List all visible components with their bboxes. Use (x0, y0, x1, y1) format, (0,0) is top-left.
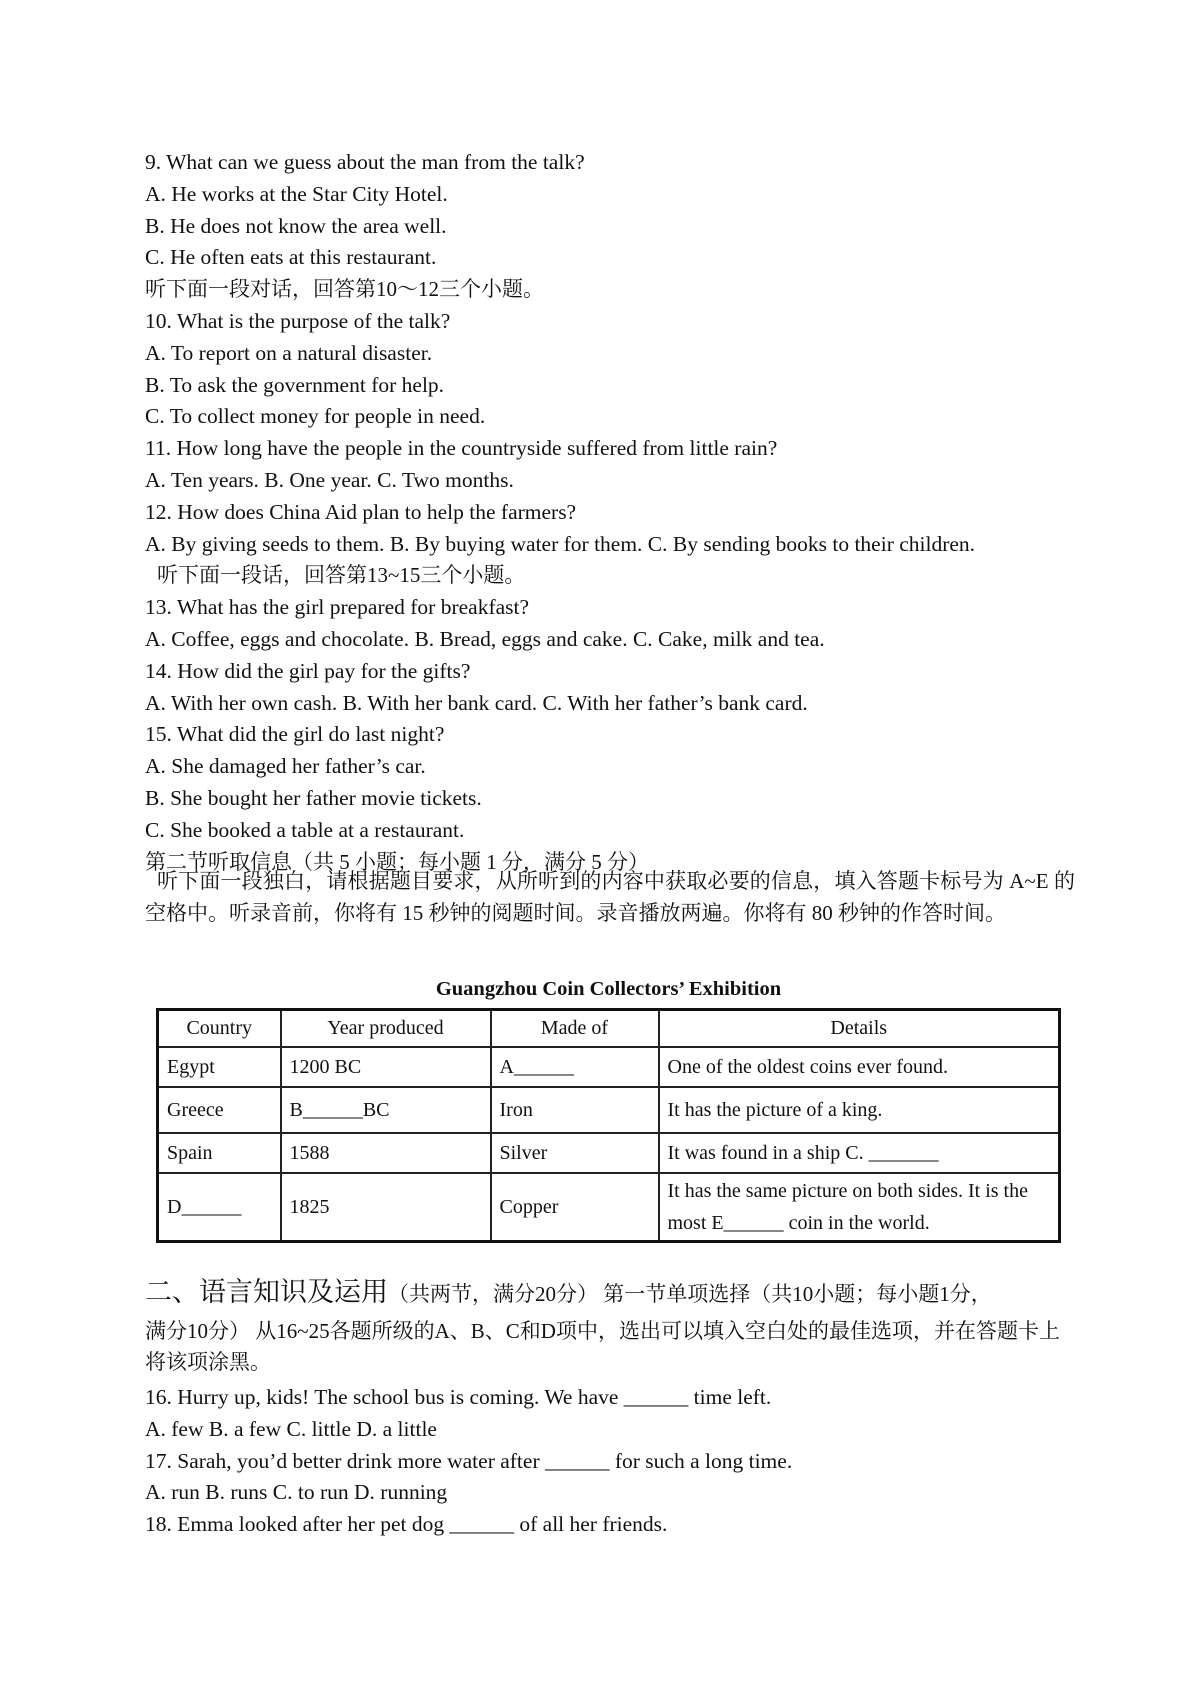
instruction-paragraph: 听下面一段独白，请根据题目要求，从所听到的内容中获取必要的信息，填入答题卡标号为 A~E 的空格中。听录音前，你将有 15 秒钟的阅题时间。录音播放两遍。你将有 80 秒钟的作答时间。 (145, 869, 1075, 925)
question-line: 12. How does China Aid plan to help the farmers? (145, 499, 577, 524)
section-instruction: 听下面一段对话，回答第10～12三个小题。 (145, 277, 544, 302)
question-line: 10. What is the purpose of the talk? (145, 308, 451, 333)
table-cell: One of the oldest coins ever found. (659, 1047, 1060, 1087)
table-cell: 1825 (281, 1173, 491, 1242)
option-line: B. She bought her father movie tickets. (145, 785, 482, 810)
option-line: A. Ten years. B. One year. C. Two months. (145, 467, 514, 492)
table-cell: 1200 BC (281, 1047, 491, 1087)
option-line: A. few B. a few C. little D. a little (145, 1416, 437, 1441)
option-line: A. run B. runs C. to run D. running (145, 1480, 448, 1505)
question-line: 11. How long have the people in the countryside suffered from little rain? (145, 436, 778, 461)
table-cell: Spain (158, 1133, 281, 1173)
table-header-row (158, 1010, 1060, 1048)
table-row (158, 1133, 1060, 1173)
section-instruction: 听下面一段话，回答第13~15三个小题。 (157, 563, 526, 588)
table-cell: 1588 (281, 1133, 491, 1173)
table-cell: Copper (491, 1173, 659, 1242)
section2-heading-rest: （共两节，满分20分） 第一节单项选择（共10小题；每小题1分， (388, 1282, 992, 1306)
section2-heading (145, 1270, 1075, 1316)
option-line: A. Coffee, eggs and chocolate. B. Bread, eggs and cake. C. Cake, milk and tea. (145, 626, 825, 651)
option-line: C. To collect money for people in need. (145, 404, 486, 429)
listening-questions (145, 147, 1075, 878)
option-line: A. With her own cash. B. With her bank card. C. With her father’s bank card. (145, 690, 808, 715)
table-row (158, 1087, 1060, 1133)
option-line: A. By giving seeds to them. B. By buying water for them. C. By sending books to their children. (145, 531, 976, 556)
table-cell: It was found in a ship C. _______ (659, 1133, 1060, 1173)
table-cell: Egypt (158, 1047, 281, 1087)
question-line: 13. What has the girl prepared for breakfast? (145, 595, 530, 620)
table-cell: It has the picture of a king. (659, 1087, 1060, 1133)
question-line: 18. Emma looked after her pet dog ______ of all her friends. (145, 1512, 668, 1537)
option-line: C. He often eats at this restaurant. (145, 245, 437, 270)
table-cell: Silver (491, 1133, 659, 1173)
column-header: Details (659, 1010, 1060, 1048)
option-line: A. She damaged her father’s car. (145, 754, 426, 779)
table-row (158, 1173, 1060, 1242)
option-line: A. To report on a natural disaster. (145, 340, 433, 365)
question-line: 16. Hurry up, kids! The school bus is coming. We have ______ time left. (145, 1385, 772, 1409)
table-cell: A______ (491, 1047, 659, 1087)
coin-table (156, 1008, 1061, 1243)
option-line: B. He does not know the area well. (145, 213, 447, 238)
column-header: Made of (491, 1010, 659, 1048)
question-line: 15. What did the girl do last night? (145, 722, 445, 747)
column-header: Year produced (281, 1010, 491, 1048)
table-cell: D______ (158, 1173, 281, 1242)
option-line: B. To ask the government for help. (145, 372, 445, 397)
option-line: A. He works at the Star City Hotel. (145, 181, 448, 206)
question-line: 9. What can we guess about the man from the talk? (145, 150, 585, 174)
question-line: 17. Sarah, you’d better drink more water after ______ for such a long time. (145, 1448, 793, 1473)
table-cell: B______BC (281, 1087, 491, 1133)
grammar-questions (145, 1382, 1075, 1541)
section2-instruction: 满分10分） 从16~25各题所级的A、B、C和D项中，选出可以填入空白处的最佳选项，并在答题卡上将该项涂黑。 (145, 1319, 1060, 1374)
table-title: Guangzhou Coin Collectors’ Exhibition (435, 978, 782, 1000)
section2-title: 二、语言知识及运用 (145, 1277, 388, 1307)
option-line: C. She booked a table at a restaurant. (145, 817, 465, 842)
question-line: 14. How did the girl pay for the gifts? (145, 658, 471, 683)
section-heading: 第二节听取信息（共 5 小题；每小题 1 分，满分 5 分） (145, 849, 649, 874)
table-row (158, 1047, 1060, 1087)
table-cell: Greece (158, 1087, 281, 1133)
table-cell: It has the same picture on both sides. It is the most E______ coin in the world. (659, 1173, 1060, 1242)
table-cell: Iron (491, 1087, 659, 1133)
column-header: Country (158, 1010, 281, 1048)
